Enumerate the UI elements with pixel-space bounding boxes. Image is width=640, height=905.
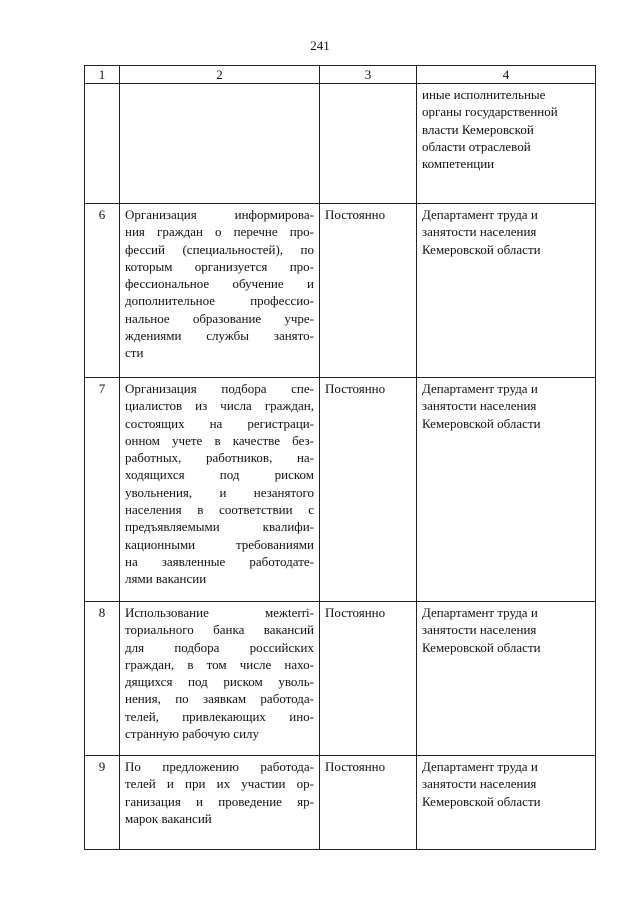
action-line: состоящих на регистраци-: [125, 415, 314, 431]
action-line: нальное образование учре-: [125, 310, 314, 326]
header-cell: 2: [120, 66, 320, 84]
term-cell: Постоянно: [320, 602, 417, 756]
action-cell: [120, 84, 320, 204]
page-number: 241: [310, 38, 330, 53]
action-cell: [120, 378, 320, 602]
executor-line: Кемеровской области: [422, 241, 541, 257]
executor-cell: [417, 204, 596, 378]
executor-line: власти Кемеровской: [422, 121, 534, 137]
term-cell: Постоянно: [320, 204, 417, 378]
action-line: фессиональное обучение и: [125, 276, 314, 292]
executor-line: Департамент труда и: [422, 381, 538, 396]
action-line: работных, работников, на-: [125, 450, 314, 466]
action-line: нения, по заявкам работода-: [125, 691, 314, 707]
executor-line: Кемеровской области: [422, 415, 541, 431]
term-cell: [320, 84, 417, 204]
action-line: Использование межterri-: [125, 605, 314, 620]
action-line: телей и при их участии ор-: [125, 776, 314, 792]
executor-line: Департамент труда и: [422, 207, 538, 222]
table-row: [85, 756, 596, 850]
action-line: для подбора российских: [125, 639, 314, 655]
executor-cell: [417, 84, 596, 204]
action-line: ждениями службы занято-: [125, 328, 314, 344]
row-number-cell: 9: [85, 756, 120, 850]
executor-cell: [417, 602, 596, 756]
row-number-cell: 8: [85, 602, 120, 756]
action-line: на заявленные работодате-: [125, 553, 314, 569]
executor-line: Департамент труда и: [422, 605, 538, 620]
header-cell: 4: [417, 66, 596, 84]
action-line: дящихся под риском уволь-: [125, 674, 314, 690]
table-row: [85, 602, 596, 756]
action-cell: [120, 756, 320, 850]
executor-line: Кемеровской области: [422, 639, 541, 655]
table-row: [85, 204, 596, 378]
action-line: Организация подбора спе-: [125, 381, 314, 396]
executor-line: занятости населения: [422, 224, 537, 240]
action-line: увольнения, и незанятого: [125, 484, 314, 500]
header-cell: 1: [85, 66, 120, 84]
action-line: ния граждан о перечне про-: [125, 224, 314, 240]
row-number-cell: [85, 84, 120, 204]
executor-line: Кемеровской области: [422, 793, 541, 809]
action-line: граждан, в том числе нахо-: [125, 656, 314, 672]
action-line: лями вакансии: [125, 571, 207, 587]
header-cell: 3: [320, 66, 417, 84]
action-line: кационными требованиями: [125, 536, 314, 552]
table-row: [85, 378, 596, 602]
term-cell: Постоянно: [320, 756, 417, 850]
row-number-cell: 7: [85, 378, 120, 602]
action-line: ганизация и проведение яр-: [125, 793, 314, 809]
action-line: циалистов из числа граждан,: [125, 398, 314, 414]
executor-line: иные исполнительные: [422, 87, 546, 102]
executor-line: занятости населения: [422, 622, 537, 638]
executor-line: органы государственной: [422, 104, 558, 120]
executor-line: области отраслевой: [422, 138, 531, 154]
executor-line: компетенции: [422, 156, 495, 172]
row-number-cell: 6: [85, 204, 120, 378]
action-line: ходящихся под риском: [125, 467, 314, 483]
executor-line: занятости населения: [422, 398, 537, 414]
term-cell: Постоянно: [320, 378, 417, 602]
action-line: Организация информирова-: [125, 207, 314, 222]
action-line: По предложению работода-: [125, 759, 314, 774]
action-line: странную рабочую силу: [125, 726, 260, 742]
action-cell: [120, 204, 320, 378]
action-line: которым организуется про-: [125, 258, 314, 274]
plan-table: [84, 65, 596, 850]
action-line: предъявляемыми квалифи-: [125, 519, 314, 535]
action-line: фессий (специальностей), по: [125, 241, 314, 257]
action-line: марок вакансий: [125, 810, 212, 826]
executor-line: Департамент труда и: [422, 759, 538, 774]
action-line: дополнительное профессио-: [125, 293, 314, 309]
table-header-row: [85, 66, 596, 84]
executor-cell: [417, 378, 596, 602]
executor-line: занятости населения: [422, 776, 537, 792]
table-row-continuation: [85, 84, 596, 204]
action-line: населения в соответствии с: [125, 502, 314, 518]
action-line: телей, привлекающих ино-: [125, 708, 314, 724]
action-line: ториального банка вакансий: [125, 622, 314, 638]
action-cell: [120, 602, 320, 756]
executor-cell: [417, 756, 596, 850]
action-line: онном учете в качестве без-: [125, 432, 314, 448]
action-line: сти: [125, 345, 144, 361]
